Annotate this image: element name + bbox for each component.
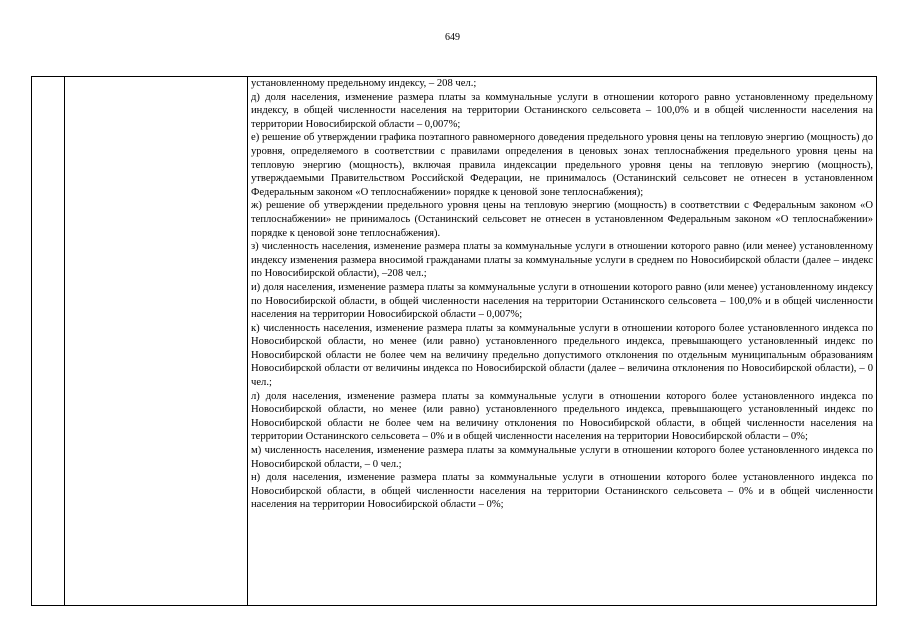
paragraph: к) численность населения, изменение размера платы за коммунальные услуги в отношении которого более установленного индекса по Новосибирской области, но менее (или равно) установленного предельного индекса, превышающего установленный индекс по Новосибирской области не более чем на величину предельно допустимого отклонения по отдельным муниципальным образованиям Новосибирской области от величины индекса по Новосибирской области (далее – величина отклонения по Новосибирской области), – 0 чел.; [251,322,873,389]
paragraph: л) доля населения, изменение размера платы за коммунальные услуги в отношении которого более установленного индекса по Новосибирской области, но менее (или равно) установленного предельного индекса, превышающего установленный индекс по Новосибирской области не более чем на величину отклонения по Новосибирской области, в общей численности населения на территории Останинского сельсовета – 0% и в общей численности населения на территории Новосибирской области – 0%; [251,390,873,443]
paragraph: д) доля населения, изменение размера платы за коммунальные услуги в отношении которого равно установленному предельному индексу, в общей численности населения на территории Останинского сельсовета – 100,0% и в общей численности населения на территории Новосибирской области – 0,007%; [251,91,873,130]
paragraph: ж) решение об утверждении предельного уровня цены на тепловую энергию (мощность) в соответствии с Федеральным законом «О теплоснабжении» не принималось (Останинский сельсовет не отнесен в установленном Федеральным законом «О теплоснабжении» порядке к ценовой зоне теплоснабжения). [251,200,873,239]
paragraph: е) решение об утверждении графика поэтапного равномерного доведения предельного уровня цены на тепловую энергию (мощность) до уровня, определяемого в соответствии с правилами определения в ценовых зонах теплоснабжения предельного уровня цены на тепловую энергию (мощность), включая правила индексации предельного уровня цены на тепловую энергию (мощность), утверждаемыми Правительством Российской Федерации, не принималось (Останинский сельсовет не отнесен в установленном Федеральным законом «О теплоснабжении» порядке к ценовой зоне теплоснабжения); [251,132,873,198]
paragraph: з) численность населения, изменение размера платы за коммунальные услуги в отношении которого равно (или менее) установленному индексу изменения размера вносимой гражданами платы за коммунальные услуги в среднем по Новосибирской области (далее – индекс по Новосибирской области), –208 чел.; [251,241,873,280]
table-cell-text [251,77,873,512]
table-column-divider [247,77,248,605]
page-number: 649 [445,32,460,43]
paragraph: н) доля населения, изменение размера платы за коммунальные услуги в отношении которого более установленного индекса по Новосибирской области, в общей численности населения на территории Останинского сельсовета – 0% и в общей численности населения на территории Новосибирской области – 0%; [251,472,873,511]
table-column-divider [64,77,65,605]
paragraph: установленному предельному индексу, – 208 чел.; [251,78,477,89]
document-table [31,76,877,606]
paragraph: м) численность населения, изменение размера платы за коммунальные услуги в отношении которого более установленного индекса по Новосибирской области, – 0 чел.; [251,445,873,470]
paragraph: и) доля населения, изменение размера платы за коммунальные услуги в отношении которого равно (или менее) установленному индексу по Новосибирской области, в общей численности населения на территории Останинского сельсовета – 100,0% и в общей численности населения на территории Новосибирской области – 0,007%; [251,281,873,321]
